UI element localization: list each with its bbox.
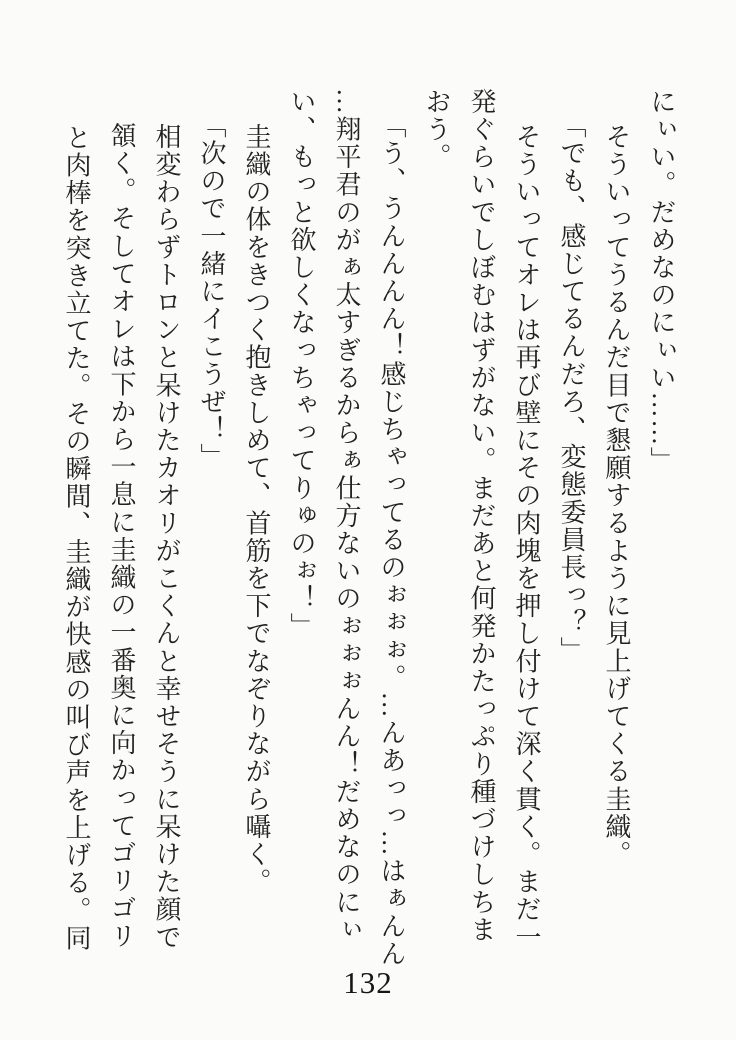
- text-column: 「う、うんんんん！感じちゃってるのぉぉぉ。…んあっっ…はぁんん: [377, 112, 406, 968]
- text-column: にぃい。だめなのにぃい……」: [647, 88, 676, 475]
- text-column: 相変わらずトロンと呆けたカオリがこくんと幸せそうに呆けた顔で: [152, 123, 181, 951]
- text-column: い、もっと欲しくなっちゃってりゅのぉ！」: [287, 88, 316, 640]
- text-column: そういってうるんだ目で懇願するように見上げてくる圭織。: [602, 123, 631, 869]
- text-column: 発ぐらいでしぼむはずがない。まだあと何発かたっぷり種づけしちま: [467, 88, 496, 944]
- text-column: 頷く。そしてオレは下から一息に圭織の一番奥に向かってゴリゴリ: [107, 122, 136, 950]
- text-column: 「次ので一緒にイこうぜ！」: [197, 112, 226, 471]
- text-column: と肉棒を突き立てた。その瞬間、圭織が快感の叫び声を上げる。同: [62, 124, 91, 952]
- text-column: そういってオレは再び壁にその肉塊を押し付けて深く貫く。まだ一: [512, 123, 541, 951]
- text-column: おう。: [422, 88, 451, 171]
- text-column: 「でも、感じてるんだろ、変態委員長っ？」: [557, 112, 586, 664]
- text-column: …翔平君のがぁ太すぎるからぁ仕方ないのぉぉぉんん！だめなのにぃ: [332, 88, 361, 944]
- text-area: [50, 88, 684, 968]
- page-number: 132: [343, 965, 393, 1000]
- text-column: 圭織の体をきつく抱きしめて、首筋を下でなぞりながら囁く。: [242, 123, 271, 896]
